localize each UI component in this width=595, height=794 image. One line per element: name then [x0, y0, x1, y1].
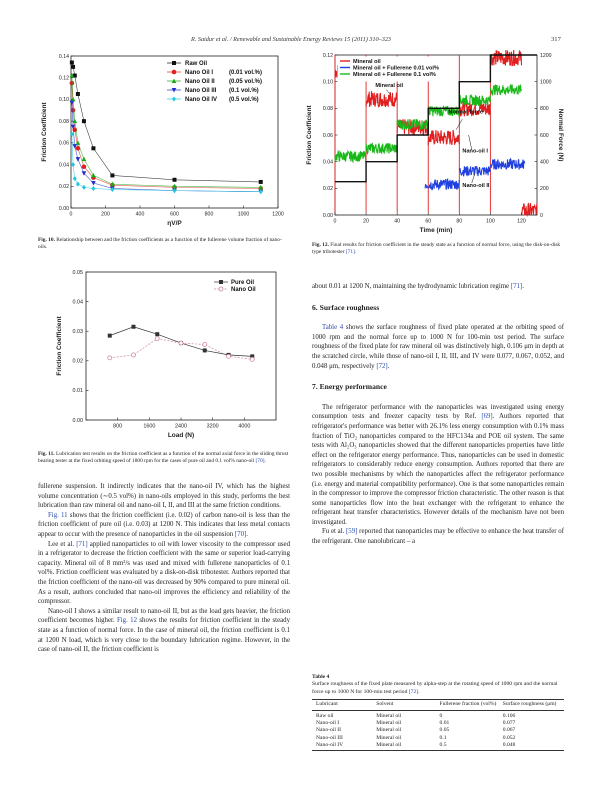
data-point: [110, 173, 114, 177]
paragraph: [38, 540, 290, 607]
ref-59-link[interactable]: [59]: [346, 528, 358, 536]
y-tick-label: 0.00: [72, 417, 83, 424]
x-tick-label: 120: [517, 218, 526, 225]
legend-concentration: (0.01 vol.%): [229, 70, 263, 77]
data-point: [173, 178, 177, 182]
legend-label: Nano Oil I: [185, 70, 214, 77]
figure-11-chart: [52, 266, 290, 446]
y2-tick-label: 1000: [540, 79, 552, 86]
table-cell: 0.048: [502, 742, 516, 749]
ref-72-link[interactable]: [72]: [376, 362, 388, 370]
table-cell: Nano-oil III: [316, 734, 343, 741]
table-4-caption-text: Surface roughness of the fixed plate measured by alpha-step at the rotating speed of 1000 rpm and the normal force up to 1000 N for 100-min test period: [312, 681, 558, 695]
y-tick-label: 0.06: [58, 140, 69, 147]
table-cell: 0.067: [502, 727, 516, 734]
x-tick-label: 200: [101, 211, 110, 218]
figure-12: [302, 50, 564, 238]
paragraph-text: applied nanoparticles to oil with lower viscosity to the compressor used in a refrigerator to decrease the friction coefficient with the same or superior load-carrying capacity. Mineral oil of 8 mm²/s was used and mixed with fullerene nanoparticles of 0.1 vol%. Friction coefficient was evaluated by a disk-on-disk tribotester. Authors reported that the friction coefficient of the nano-oil was decreased by 90% compared to pure mineral oil. As a result, authors concluded that nano-oil improves the efficiency and reliability of the compressor.: [38, 540, 291, 606]
y-tick-label: 0.14: [58, 53, 69, 60]
y-tick-label: 0.08: [322, 106, 333, 113]
table-cell: 0.05: [439, 727, 450, 734]
y-tick-label: 0.02: [58, 184, 69, 191]
x-tick-label: 800: [204, 211, 214, 218]
y-tick-label: 0.10: [322, 79, 333, 86]
x-tick-label: 2400: [175, 423, 187, 430]
table-4-caption: [312, 681, 564, 696]
y2-tick-label: 400: [540, 159, 549, 166]
legend-label: Mineral oil + Fullerene 0.01 vol%: [353, 65, 439, 72]
data-point: [71, 108, 76, 113]
table-row: [312, 720, 564, 727]
table-cell: 0.077: [502, 720, 516, 727]
legend-marker: [172, 70, 177, 75]
paragraph-text: .: [522, 283, 524, 290]
data-point: [203, 348, 207, 352]
y-tick-label: 0.04: [322, 159, 333, 166]
column-header: Fullerene fraction (vol%): [439, 701, 497, 708]
legend-label: Mineral oil + Fullerene 0.1 vol%: [353, 72, 436, 78]
column-header: Solvent: [376, 701, 394, 708]
data-point: [70, 61, 74, 65]
plot-frame: [86, 272, 276, 420]
paragraph-text: .: [387, 362, 390, 370]
table-cell: Mineral oil: [376, 742, 402, 749]
table-cell: 0: [439, 712, 443, 719]
paragraph: fullerene suspension. It indirectly indicates that the nano-oil IV, which has the highest volume concentration (∼0.5 vol%) in nano-oils employed in this study, performs the best lubrication than raw mineral oil and nano-oil I, II, and III at the same friction conditions.: [38, 483, 290, 510]
y-tick-label: 0.12: [322, 52, 333, 59]
figure-12-caption-ref[interactable]: [71]: [345, 249, 355, 255]
y-tick-label: 0.03: [72, 329, 83, 335]
legend-marker: [219, 287, 223, 291]
table-cell: 0.1: [439, 734, 447, 741]
table-cell: 0.052: [502, 734, 516, 741]
figure-11-caption-label: Fig. 11.: [38, 451, 55, 457]
figure-11-caption: [38, 451, 290, 465]
table-4-grid: [312, 700, 564, 750]
paragraph-text: .: [246, 530, 249, 538]
fig-11-link[interactable]: Fig. 11: [48, 511, 68, 519]
ref-71-link[interactable]: [71]: [510, 283, 523, 290]
paragraph-text: Nano-oil I shows a similar result to nano-oil II, but as the load gets heavier, the friction coefficient becomes higher.: [38, 607, 290, 625]
y2-tick-label: 0: [540, 212, 543, 219]
data-point: [70, 81, 75, 86]
y-tick-label: 0.10: [58, 97, 69, 104]
left-column-text: [38, 482, 290, 655]
table-row: [312, 710, 564, 720]
y-tick-label: 0.06: [322, 132, 333, 139]
figure-10-chart: [38, 50, 291, 232]
x-tick-label: 20: [363, 218, 369, 225]
data-point: [250, 357, 254, 361]
x-tick-label: 800: [113, 423, 123, 430]
y2-axis-label: Normal Force (N): [557, 108, 564, 162]
x-tick-label: 1200: [272, 211, 284, 218]
table-cell: Raw oil: [316, 712, 334, 719]
x-tick-label: 0: [69, 211, 73, 218]
paragraph: [312, 323, 564, 371]
ref-71-link[interactable]: [71]: [76, 540, 88, 548]
legend-label: Raw Oil: [185, 61, 208, 68]
table-row: [312, 735, 564, 742]
x-tick-label: 40: [394, 218, 401, 225]
ref-72-link[interactable]: [72]: [408, 688, 419, 695]
x-axis-label: Time (min): [419, 227, 453, 234]
figure-11-caption-text: Lubrication test results on the friction coefficient as a function of the normal axial force in the sliding thrust bearing tester at the fixed orbiting speed of 1800 rpm for the cases of pure oil and 0.1 vol% nano-oil: [38, 451, 289, 464]
y-tick-label: 0.02: [322, 186, 333, 193]
annotation-label: Mineral oil: [375, 83, 404, 89]
paragraph-text: reported that nanoparticles may be effective to enhance the heat transfer of the refrigerant. One nanolubricant – a: [312, 528, 564, 546]
x-tick-label: 1600: [143, 423, 156, 430]
data-point: [91, 146, 95, 150]
y2-tick-label: 800: [540, 106, 549, 113]
table-4: [312, 674, 564, 751]
data-point: [132, 325, 136, 329]
legend-concentration: (0.5 vol.%): [229, 97, 259, 104]
section-7-heading: 7. Energy performance: [312, 382, 387, 392]
table-row: [312, 727, 564, 734]
figure-12-caption: [312, 242, 564, 256]
y-tick-label: 0.05: [72, 269, 83, 276]
page-number: 317: [551, 36, 561, 43]
y-axis-label: Friction Coefficient: [306, 105, 313, 165]
annotation-label: Nano-oil II: [462, 183, 490, 189]
y-tick-label: 0.08: [58, 118, 69, 125]
legend-marker: [172, 61, 176, 65]
annotation-label: Normal force: [448, 109, 483, 116]
figure-10-caption-label: Fig. 10.: [38, 237, 55, 243]
figure-12-caption-label: Fig. 12.: [312, 242, 329, 248]
table-cell: Nano-oil II: [316, 727, 342, 734]
x-tick-label: 4000: [238, 423, 251, 430]
data-point: [132, 353, 136, 357]
legend-label: Mineral oil: [353, 59, 381, 65]
y2-tick-label: 1200: [540, 52, 552, 59]
figure-12-caption-end: .: [354, 249, 357, 255]
legend-label: Pure Oil: [231, 280, 255, 287]
table-cell: 0.01: [439, 720, 450, 727]
table-cell: Nano-oil I: [316, 720, 340, 727]
paragraph: [312, 527, 564, 546]
legend-concentration: (0.05 vol.%): [229, 79, 263, 86]
x-tick-label: 600: [170, 211, 179, 218]
paragraph-text: shows the results for friction coefficient in the steady state as a function of normal force. In the case of mineral oil, the friction coefficient is 0.1 at 1200 N load, which is very close to the boundary lubrication regime. However, in the case of nano-oil II, the friction coefficient is: [38, 617, 290, 654]
data-point: [227, 354, 231, 358]
x-tick-label: 1000: [237, 211, 250, 218]
y-axis-label: Friction Coefficient: [56, 316, 63, 376]
y-axis-label: Friction Coefficient: [41, 102, 48, 162]
legend-concentration: (0.1 vol.%): [229, 88, 259, 95]
figure-10-caption-text: Relationship between and the friction coefficients as a function of the fullerene volume fraction of nano-oils.: [38, 237, 282, 250]
data-point: [179, 341, 183, 345]
data-point: [108, 356, 112, 360]
legend-marker: [219, 280, 223, 284]
paragraph-text: Fu et al.: [322, 528, 347, 536]
x-tick-label: 80: [456, 218, 463, 225]
table-cell: Nano-oil IV: [316, 742, 344, 749]
paragraph: [38, 511, 290, 540]
table-4-link[interactable]: Table 4: [322, 324, 344, 332]
y-tick-label: 0.04: [72, 299, 83, 306]
x-tick-label: 3200: [206, 423, 219, 430]
x-tick-label: 100: [486, 218, 495, 225]
ref-69-link[interactable]: [69]: [481, 413, 493, 421]
paragraph-text: Lee et al.: [48, 540, 77, 548]
data-point: [82, 119, 86, 123]
paragraph: [312, 282, 564, 292]
table-row: [312, 742, 564, 750]
fig-12-link[interactable]: Fig. 12: [116, 617, 138, 625]
y-tick-label: 0.01: [72, 388, 83, 395]
figure-11: [52, 266, 290, 446]
y2-tick-label: 600: [540, 132, 549, 139]
y2-tick-label: 200: [540, 186, 549, 193]
table-cell: 0.5: [439, 742, 447, 749]
table-cell: Mineral oil: [376, 720, 402, 727]
table-header-row: [312, 700, 564, 710]
x-tick-label: 60: [425, 218, 432, 225]
section-6-heading: 6. Surface roughness: [312, 302, 380, 312]
paragraph: [38, 607, 290, 655]
ref-70-link[interactable]: [70]: [234, 530, 247, 538]
figure-10-caption: [38, 237, 290, 251]
annotation-label: Nano-oil I: [462, 148, 488, 155]
y-tick-label: 0.12: [58, 75, 69, 82]
paragraph-text: shows that the friction coefficient (i.e. 0.02) of carbon nano-oil is less than the friction coefficient of pure oil (i.e. 0.03) at 1200 N. This indicates that less metal contacts appear to occur with the presence of nanoparticles in the oil suspension: [38, 511, 290, 538]
table-4-label: Table 4: [312, 674, 330, 680]
data-point: [259, 180, 263, 184]
data-point: [108, 334, 112, 338]
data-point: [155, 337, 159, 341]
table-cell: 0.106: [502, 712, 516, 719]
legend-label: Nano Oil IV: [185, 97, 218, 104]
figure-12-caption-text: Final results for friction coefficient in the steady state as a function of normal force, using the disk-on-disk type tribotester: [312, 242, 561, 255]
figure-12-chart: [302, 50, 564, 238]
data-point: [155, 332, 159, 336]
running-header: R. Saidur et al. / Renewable and Sustainable Energy Reviews 15 (2011) 310–323: [191, 36, 392, 43]
data-point: [71, 65, 75, 69]
table-4-caption-end: .: [418, 688, 420, 695]
table-cell: Mineral oil: [376, 734, 402, 741]
legend-label: Nano Oil III: [185, 88, 217, 95]
figure-10: [38, 50, 291, 232]
y-tick-label: 0.00: [322, 212, 333, 219]
x-tick-label: 0: [333, 218, 337, 225]
data-point: [76, 92, 80, 96]
x-axis-label: Load (N): [167, 432, 195, 439]
y-tick-label: 0.02: [72, 358, 83, 365]
legend-label: Nano Oil: [231, 287, 256, 294]
column-header: Lubricant: [316, 701, 338, 708]
data-point: [82, 164, 87, 169]
right-column-text: [312, 282, 564, 547]
legend-label: Nano Oil II: [185, 79, 215, 86]
column-header: Surface roughness (μm): [502, 701, 557, 708]
figure-11-caption-ref[interactable]: [70]: [255, 458, 265, 464]
paragraph: [312, 403, 564, 528]
y-tick-label: 0.04: [58, 162, 69, 169]
paragraph-text: . Authors reported that refrigerator's performance was better with 26.1% less energy consumption with 0.1% mass fraction of TiO₂ nanoparticles compared to the HFC134a and POE oil system. The same tests with Al₂O₃ nanoparticles showed that the different nanoparticles properties have little effect on the refrigerator energy performance. Thus, nanoparticles can be used in domestic refrigerators to considerably reduce energy consumption. Authors reported that there are two possible mechanisms by which the nanoparticles affect the refrigerator performance (i.e. energy and material compatibility performance). One is that some nanoparticles remain in the compressor to improve the compressor friction characteristic. The other reason is that some nanoparticles flow into the heat exchanger with the refrigerant to enhance the refrigerant heat transfer characteristics. However details of the mechanism have not been investigated.: [312, 413, 564, 526]
paragraph-text: shows the surface roughness of fixed plate operated at the orbiting speed of 1000 rpm and the normal force up to 1000 N for 100-min test period. The surface roughness of the fixed plate for raw mineral oil was distinctively high, 0.106 μm in depth at the scratched circle, while those of nano-oil I, II, III, and IV were 0.077, 0.067, 0.052, and 0.048 μm, respectively: [312, 324, 564, 370]
table-cell: Mineral oil: [376, 727, 402, 734]
y-tick-label: 0.00: [58, 205, 69, 212]
paragraph-text: about 0.01 at 1200 N, maintaining the hydrodynamic lubrication regime: [312, 283, 511, 290]
table-cell: Mineral oil: [376, 712, 402, 719]
paragraph-text: The refrigerator performance with the nanoparticles was investigated using energy consumption tests and freezer capacity tests by Ref.: [312, 403, 564, 421]
figure-11-caption-end: .: [264, 458, 266, 464]
data-point: [203, 343, 207, 347]
x-tick-label: 400: [135, 211, 145, 218]
x-axis-label: ηV/P: [167, 220, 182, 227]
